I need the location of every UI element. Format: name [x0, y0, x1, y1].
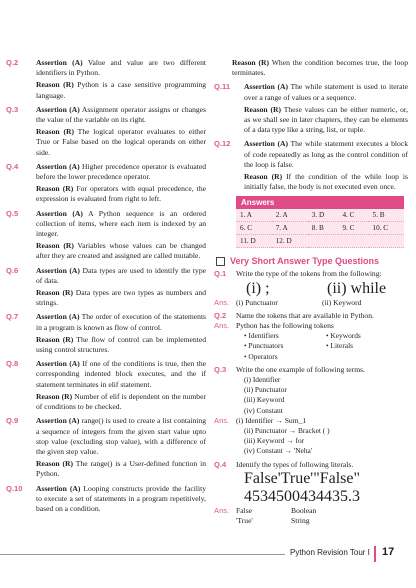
reason-label: Reason (R) [232, 58, 270, 67]
literal: 'True' [236, 516, 253, 526]
token-item: • Keywords [326, 331, 361, 341]
literal: False [236, 505, 253, 515]
literal: 00434 [284, 487, 324, 505]
question-q12 [214, 139, 408, 192]
reason-label: Reason (R) [36, 80, 74, 90]
reason [36, 80, 206, 100]
assertion-label: Assertion (A) [36, 208, 83, 218]
literal-row [214, 469, 361, 488]
answer-cell [308, 235, 339, 248]
term-item: (i) Identifier [244, 375, 281, 385]
literal: 435.3 [324, 487, 360, 505]
assertion [36, 209, 206, 240]
vsa-q4 [214, 460, 408, 470]
reason [36, 241, 206, 261]
reason [36, 288, 206, 308]
question-number: Q.7 [6, 312, 19, 322]
q10-reason [214, 58, 408, 78]
assertion-label: Assertion (A) [36, 265, 80, 275]
q1-options [214, 280, 408, 298]
token-item: • Punctuators [244, 341, 284, 351]
question-number: Q.8 [6, 359, 19, 369]
left-column [6, 58, 206, 518]
assertion-label: Assertion (A) [36, 104, 80, 114]
option: (i) ; [246, 279, 270, 297]
reason-label: Reason (R) [36, 391, 73, 401]
answer-item: (iv) Constant → 'Neha' [244, 446, 313, 456]
section-heading [216, 256, 408, 266]
reason [36, 335, 206, 355]
answer-cell [369, 235, 405, 248]
assertion [36, 359, 206, 390]
answer-item: (iii) Keyword → for [244, 436, 305, 446]
answers-row [236, 222, 404, 235]
answer-cell: 10. C [372, 224, 389, 233]
assertion-label: Assertion (A) [36, 312, 80, 322]
answer-cell [338, 235, 368, 248]
question-q5 [6, 209, 206, 262]
page-footer [0, 546, 416, 564]
token-item: • Operators [244, 351, 278, 361]
assertion [36, 105, 206, 125]
checkbox-icon [216, 257, 225, 266]
assertion-label: Assertion (A) [36, 483, 81, 493]
q4-answer-row [214, 516, 408, 526]
question-number: Q.10 [6, 483, 23, 493]
token-item: • Identifiers [244, 331, 279, 341]
reason [36, 459, 206, 479]
assertion-text: Value and value are two different identifiers in Python. [36, 58, 206, 78]
reason-label: Reason (R) [36, 288, 73, 298]
reason-label: Reason (R) [36, 334, 74, 344]
answer-label: Ans. [214, 297, 230, 307]
assertion-label: Assertion (A) [36, 58, 83, 67]
answer-cell: 7. A [275, 224, 288, 233]
assertion-label: Assertion (A) [36, 359, 80, 369]
question-q2 [6, 58, 206, 101]
assertion-text: The while statement is used to iterate over a range of values or a sequence. [244, 82, 408, 102]
reason-text: Python is a case sensitive programming language. [36, 80, 206, 100]
literal: 45345 [244, 487, 284, 505]
answer-label: Ans. [214, 321, 230, 331]
q4-answer [214, 506, 408, 516]
answers-heading: Answers [236, 196, 404, 209]
vsa-q3 [214, 365, 408, 375]
reason-label: Reason (R) [244, 104, 282, 114]
question-q4 [6, 162, 206, 205]
token-item: • Literals [326, 341, 354, 351]
token-row [214, 331, 408, 341]
answer-cell: 12. D [275, 237, 292, 246]
question-number: Q.4 [6, 161, 19, 171]
reason-text: These values can be either numeric, or, as we shall see in later chapters, they can be elements of a data type like a string, list, or tuple. [244, 104, 408, 135]
question-number: Q.5 [6, 208, 19, 218]
assertion [36, 266, 206, 286]
assertion-text: Assignment operator assigns or changes the value of the variable on its right. [36, 104, 206, 125]
question-number: Q.3 [6, 104, 19, 114]
assertion-label: Assertion (A) [36, 416, 80, 426]
term-item: (iv) Constant [244, 405, 283, 415]
reason [36, 392, 206, 412]
question-text: Write the one example of following terms. [236, 364, 365, 374]
token-row [214, 341, 408, 351]
reason-text: For operators with equal precedence, the expression is evaluated from right to left. [36, 184, 206, 204]
answer-item: (ii) Keyword [322, 297, 362, 307]
reason-label: Reason (R) [36, 184, 74, 194]
question-number: Q.9 [6, 416, 19, 426]
reason [244, 105, 408, 136]
footer-divider [374, 546, 376, 562]
question-q3 [6, 105, 206, 158]
question-number: Q.11 [214, 82, 231, 92]
question-text: Identify the types of following literals. [236, 459, 354, 469]
question-q9 [6, 416, 206, 479]
reason-text: When the condition becomes true, the loop terminates. [232, 58, 408, 78]
reason-label: Reason (R) [36, 127, 74, 137]
answer-label: Ans. [214, 415, 230, 425]
assertion-text: A Python sequence is an ordered collection of items, where each item is indexed by an integer. [36, 208, 207, 239]
answer-cell: 2. A [275, 211, 288, 220]
answer-label: Ans. [214, 505, 230, 515]
assertion [36, 58, 206, 78]
question-number: Q.2 [6, 58, 19, 67]
answer-cell: 11. D [240, 237, 256, 246]
term-item: (ii) Punctuator [244, 385, 287, 395]
literal: False [244, 469, 278, 487]
option: (ii) while [327, 279, 387, 297]
assertion [36, 484, 206, 515]
question-number: Q.1 [214, 269, 227, 279]
reason-text: The logical operator evaluates to either True or False based on the logical operands on either side. [36, 127, 206, 157]
answer-cell: 8. B [311, 224, 324, 233]
answer-cell: 4. C [342, 211, 355, 220]
reason-text: Variables whose values can be changed after they are created and assigned are called mutable. [36, 241, 206, 261]
literal-row [214, 487, 360, 506]
answer-item: (i) Identifier → Sum_1 [236, 415, 307, 425]
literal-type: Boolean [291, 505, 317, 515]
section-title: Very Short Answer Type Questions [230, 256, 380, 267]
answer-item: (ii) Punctuator → Bracket ( ) [244, 426, 330, 436]
answers-table [236, 209, 404, 248]
vsa-q1 [214, 269, 408, 279]
assertion-text: The order of execution of the statements in a program is known as flow of control. [36, 312, 207, 332]
answer-item: (i) Punctuator [236, 297, 278, 307]
reason-text: Number of elif is dependent on the number of conditions to be checked. [36, 391, 206, 412]
question-number: Q.2 [214, 310, 227, 320]
answer-intro: Python has the following tokens [236, 321, 334, 331]
assertion-label: Assertion (A) [244, 139, 288, 149]
literal: "False" [313, 469, 361, 487]
reason-label: Reason (R) [36, 241, 74, 251]
reason-text: The flow of control can be implemented using control structures. [36, 334, 207, 355]
assertion-text: range() is used to create a list containing a sequence of integers from the given start value upto stop value (excluding stop value), with a difference of the given step value. [36, 416, 206, 456]
assertion [244, 82, 408, 102]
reason-label: Reason (R) [36, 459, 74, 469]
question-number: Q.6 [6, 265, 19, 275]
question-q7 [6, 312, 206, 355]
assertion-text: Looping constructs provide the facility to execute a set of statements in a program repetitively, based on a condition. [36, 483, 207, 513]
question-q6 [6, 266, 206, 309]
assertion [244, 139, 408, 170]
answer-cell: 5. B [372, 211, 385, 220]
reason [244, 172, 408, 192]
answers-box [236, 196, 404, 248]
question-text: Name the tokens that are available in Python. [236, 310, 374, 320]
vsa-q2 [214, 311, 408, 321]
answers-row [236, 209, 404, 222]
answer-cell: 3. D [311, 211, 325, 220]
footer-rule [0, 554, 285, 555]
assertion-text: The while statement executes a block of code repeatedly as long as the control condition of the loop is false. [244, 139, 408, 169]
answer-cell: 6. C [240, 224, 252, 233]
q2-answer [214, 321, 408, 331]
q3-answer [214, 416, 408, 426]
reason-label: Reason (R) [244, 172, 283, 182]
assertion-label: Assertion (A) [244, 82, 288, 92]
term-item: (iii) Keyword [244, 395, 285, 405]
question-q8 [6, 359, 206, 412]
question-q11 [214, 82, 408, 135]
question-number: Q.4 [214, 459, 227, 469]
question-q10 [6, 484, 206, 515]
assertion [36, 312, 206, 332]
footer-title: Python Revision Tour I [290, 548, 370, 557]
reason [36, 127, 206, 158]
assertion-text: Higher precedence operator is evaluated before the lower precedence operator. [36, 161, 206, 182]
answers-row [236, 235, 404, 248]
question-text: Write the type of the tokens from the following: [236, 269, 382, 279]
reason-text: Data types are two types as numbers and strings. [36, 288, 206, 308]
right-column [214, 58, 408, 526]
reason [36, 184, 206, 204]
assertion-text: If one of the conditions is true, then the corresponding indented block executes, and the if statement terminates in elif statement. [36, 359, 206, 389]
reason-text: If the condition of the while loop is initially false, the body is not executed even once. [244, 172, 408, 192]
answer-cell: 9. C [342, 224, 355, 233]
question-number: Q.3 [214, 364, 227, 374]
assertion [36, 416, 206, 457]
question-number: Q.12 [214, 139, 231, 149]
assertion-label: Assertion (A) [36, 161, 80, 171]
reason-text: The range() is a User-defined function in Python. [36, 459, 206, 479]
assertion-text: Data types are used to identify the type of data. [36, 265, 206, 285]
page-number: 17 [382, 546, 395, 558]
literal-type: String [291, 516, 310, 526]
literal: 'True' [277, 469, 314, 487]
answer-cell: 1. A [240, 211, 252, 220]
q1-answer [214, 298, 408, 308]
assertion [36, 162, 206, 182]
